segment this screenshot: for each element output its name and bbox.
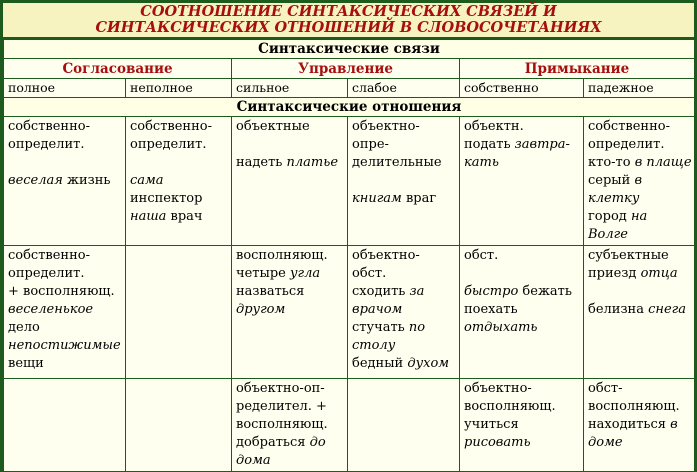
- cell-strong-2: восполняющ. четыре угла назваться другом: [232, 246, 348, 379]
- group-agreement: Согласование: [4, 59, 232, 79]
- cell-case-1: собственно- определит. кто-то в плаще серый в клетку город на Волге: [584, 117, 695, 246]
- table-title: [3, 3, 694, 39]
- cell-full-2: собственно- определит. + восполняющ. веселенькое дело непостижимые вещи: [4, 246, 126, 379]
- header-syntactic-links: Синтаксические связи: [4, 40, 695, 59]
- cell-weak-2: объектно- обст. сходить за врачом стучать по столу бедный духом: [348, 246, 460, 379]
- cell-full-1: собственно- определит. веселая жизнь: [4, 117, 126, 246]
- cell-case-3: обст- восполняющ. находиться в доме: [584, 379, 695, 472]
- sub-case: падежное: [584, 79, 695, 98]
- cell-partial-2: [126, 246, 232, 379]
- sub-proper: собственно: [460, 79, 584, 98]
- cell-weak-3: [348, 379, 460, 472]
- cell-proper-1: объектн. подать завтра- кать: [460, 117, 584, 246]
- syntax-table: [3, 39, 695, 472]
- cell-proper-3: объектно- восполняющ. учиться рисовать: [460, 379, 584, 472]
- cell-strong-1: объектные надеть платье: [232, 117, 348, 246]
- cell-partial-3: [126, 379, 232, 472]
- header-syntactic-relations: Синтаксические отношения: [4, 98, 695, 117]
- cell-case-2: субъектные приезд отца белизна снега: [584, 246, 695, 379]
- group-adjunction: Примыкание: [460, 59, 695, 79]
- cell-weak-1: объектно- опре- делительные книгам враг: [348, 117, 460, 246]
- sub-partial: неполное: [126, 79, 232, 98]
- title-line-1: СООТНОШЕНИЕ СИНТАКСИЧЕСКИХ СВЯЗЕЙ И: [140, 3, 557, 20]
- cell-partial-1: собственно- определит. сама инспектор наша врач: [126, 117, 232, 246]
- cell-strong-3: объектно-оп- ределител. + восполняющ. добраться до дома: [232, 379, 348, 472]
- sub-strong: сильное: [232, 79, 348, 98]
- title-line-2: СИНТАКСИЧЕСКИХ ОТНОШЕНИЙ В СЛОВОСОЧЕТАНИЯХ: [95, 19, 602, 36]
- sub-full: полное: [4, 79, 126, 98]
- cell-full-3: [4, 379, 126, 472]
- sub-weak: слабое: [348, 79, 460, 98]
- cell-proper-2: обст. быстро бежать поехать отдыхать: [460, 246, 584, 379]
- group-government: Управление: [232, 59, 460, 79]
